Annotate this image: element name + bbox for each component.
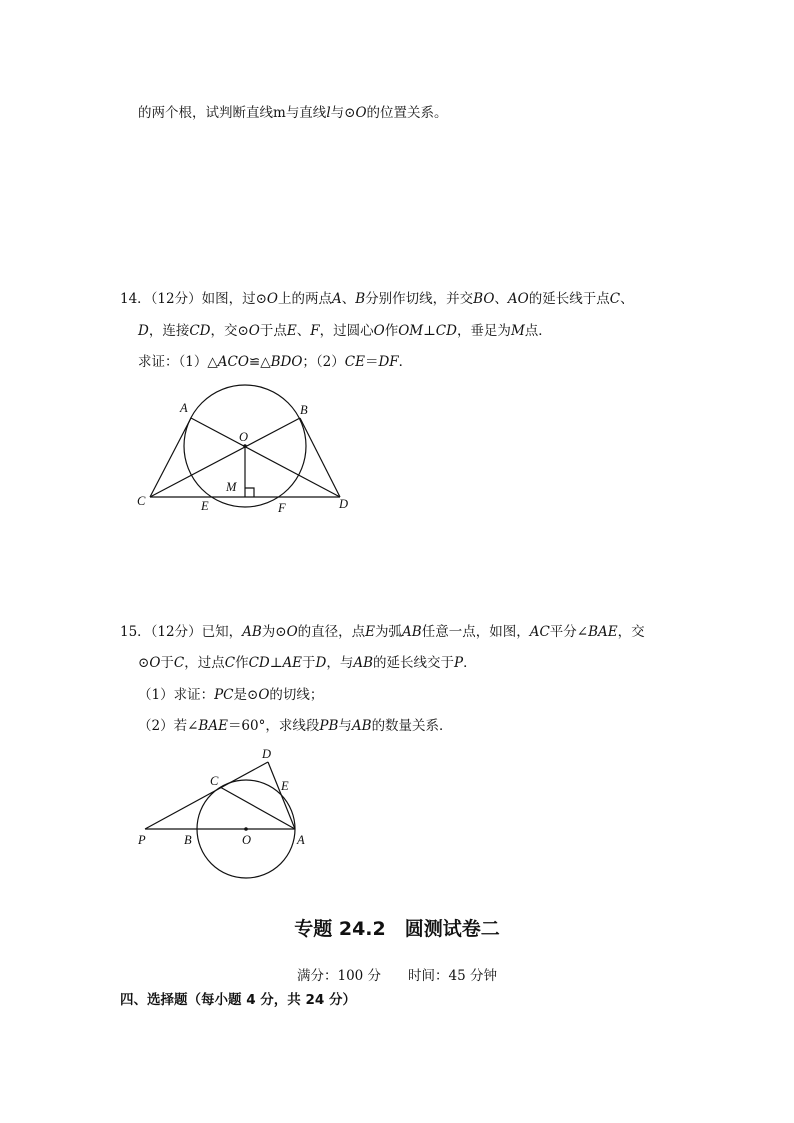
q14-right-angle <box>245 488 254 497</box>
page-title: 专题 24.2 圆测试卷二 <box>294 918 500 940</box>
q14-figure <box>130 385 370 520</box>
q14-line-BC <box>150 418 300 497</box>
q15-line-CA <box>220 787 295 829</box>
section-heading: 四、选择题（每小题 4 分，共 24 分） <box>120 992 356 1008</box>
q14-label-A: A <box>180 401 188 415</box>
q15-line-2: ⊙O于C，过点C作CD⊥AE于D，与AB的延长线交于P． <box>138 655 477 671</box>
q14-label-O: O <box>239 430 249 444</box>
q14-label-B: B <box>300 403 308 417</box>
q15-label-A: A <box>297 833 305 847</box>
q14-line-AD <box>191 418 340 497</box>
q14-line-3: 求证：（1）△ACO≌△BDO；（2）CE＝DF． <box>138 354 413 370</box>
q15-label-O: O <box>242 833 252 847</box>
q15-label-P: P <box>138 833 146 847</box>
q15-figure <box>130 743 320 883</box>
q15-center-dot <box>244 827 248 831</box>
q14-line-BD <box>300 418 340 497</box>
q15-label-D: D <box>262 747 272 761</box>
q15-label-C: C <box>210 774 219 788</box>
q15-line-3: （1）求证：PC是⊙O的切线； <box>138 687 324 703</box>
q14-label-F: F <box>278 501 286 515</box>
q14-label-E: E <box>201 499 209 513</box>
q15-line-4: （2）若∠BAE＝60°，求线段PB与AB的数量关系． <box>138 718 453 734</box>
q13-line: 的两个根，试判断直线m与直线l与⊙O的位置关系。 <box>138 105 448 121</box>
q15-line-DA <box>268 762 295 829</box>
q15-label-E: E <box>281 779 289 793</box>
q14-center-dot <box>243 444 247 448</box>
q14-label-D: D <box>339 497 349 511</box>
exam-meta: 满分：100 分 时间：45 分钟 <box>296 968 498 984</box>
q15-label-B: B <box>184 833 192 847</box>
q14-line-2: D，连接CD，交⊙O于点E、F，过圆心O作OM⊥CD，垂足为M点． <box>138 323 552 339</box>
q14-line-1: 14．（12分）如图，过⊙O上的两点A、B分别作切线，并交BO、AO的延长线于点C、 <box>120 291 634 307</box>
q15-line-1: 15．（12分）已知，AB为⊙O的直径，点E为弧AB任意一点，如图，AC平分∠BAE，交 <box>120 624 645 640</box>
q14-label-M: M <box>226 480 237 494</box>
q14-label-C: C <box>137 494 146 508</box>
q15-line-PD <box>145 762 268 829</box>
